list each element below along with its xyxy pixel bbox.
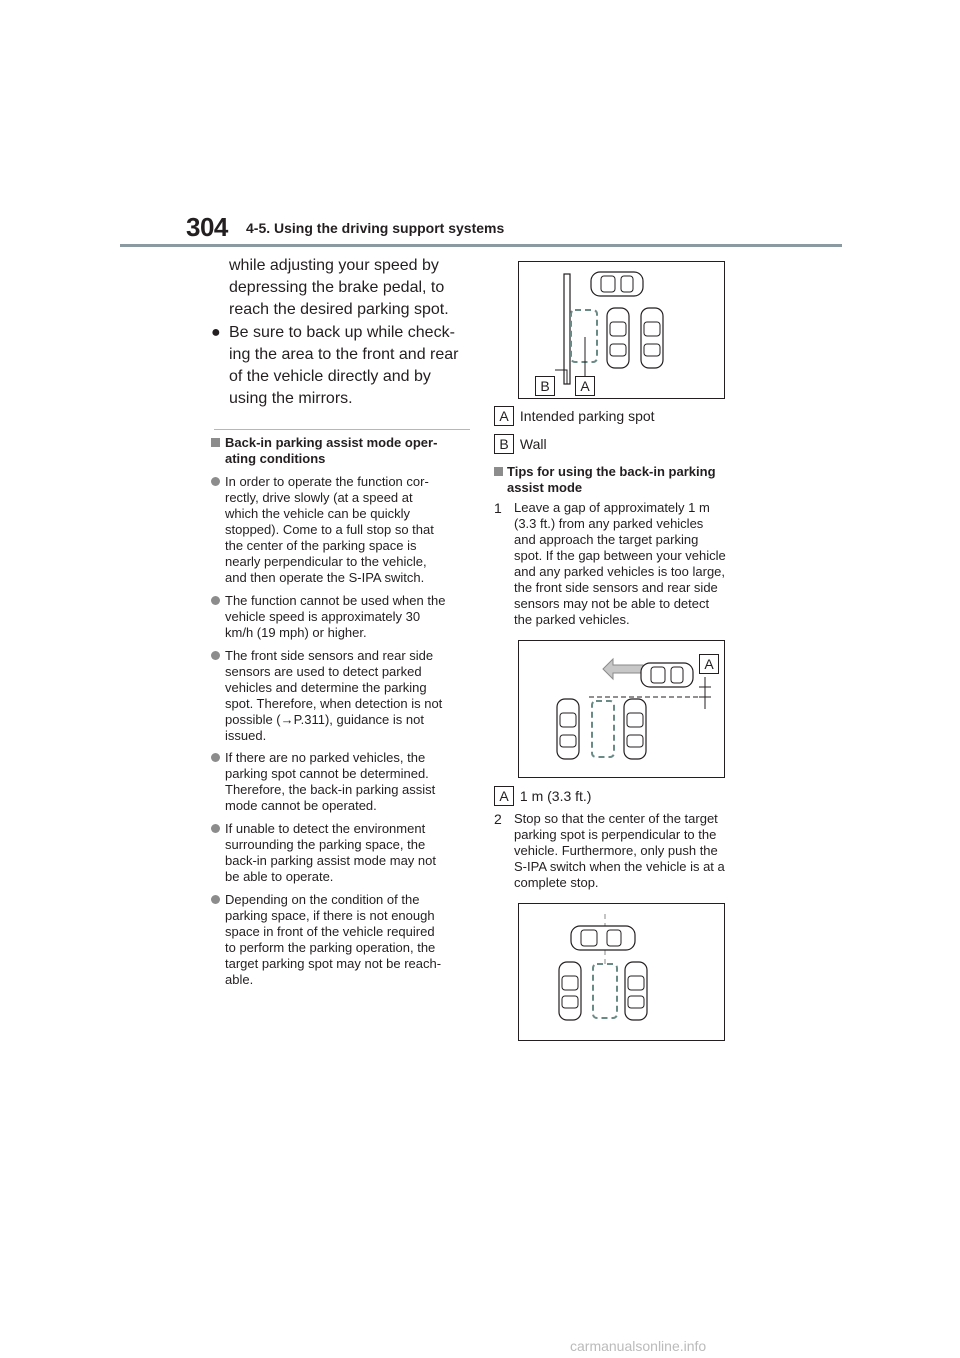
watermark: carmanualsonline.info	[570, 1338, 707, 1354]
circle-bullet-icon	[211, 651, 220, 660]
circle-bullet-icon	[211, 596, 220, 605]
intro-line: while adjusting your speed by	[229, 257, 439, 274]
step-number: 2	[494, 811, 502, 827]
car-icon	[559, 962, 581, 1020]
circle-bullet-icon	[211, 824, 220, 833]
car-icon	[641, 308, 663, 368]
figure-stop-perpendicular	[518, 903, 725, 1041]
condition-item: In order to operate the function cor- rectly, drive slowly (at a speed at which the vehicle can be quickly stopped). Come to a full stop so that the center of the parking space is nearly perpendicular to the vehicle, and then operate the S-IPA switch.	[211, 474, 471, 586]
bullet-line: of the vehicle directly and by	[229, 368, 431, 385]
section-divider	[214, 429, 470, 430]
circle-bullet-icon	[211, 477, 220, 486]
page-number: 304	[186, 212, 228, 242]
intro-line: depressing the brake pedal, to	[229, 279, 445, 296]
bullet-dot-icon: ●	[211, 324, 221, 341]
step-2: 2 Stop so that the center of the target parking spot is perpendicular to the vehicle. Furthermore, only push the S-IPA switch when the vehicle is at a complete stop.	[494, 811, 725, 890]
car-icon	[571, 926, 635, 950]
car-icon	[641, 663, 693, 687]
car-icon	[591, 272, 643, 296]
legend-item	[494, 786, 734, 806]
legend-item	[494, 434, 734, 454]
figure-gap-approach	[518, 640, 725, 778]
legend-item	[494, 406, 734, 426]
car-icon	[624, 699, 646, 759]
car-icon	[557, 699, 579, 759]
step-number: 1	[494, 500, 502, 516]
car-icon	[625, 962, 647, 1020]
legend-text: Wall	[519, 436, 547, 452]
square-bullet-icon	[211, 438, 220, 447]
figure-wall-parking	[518, 261, 725, 399]
mirror-bullet	[211, 322, 479, 410]
figure-stop-illustration	[519, 904, 724, 1040]
condition-item: If there are no parked vehicles, the parking spot cannot be determined. Therefore, the back-in parking assist mode cannot be operated.	[211, 750, 471, 814]
legend-text: 1 m (3.3 ft.)	[519, 788, 592, 804]
bullet-line: using the mirrors.	[229, 390, 353, 407]
legend-text: Intended parking spot	[519, 408, 655, 424]
conditions-heading: Back-in parking assist mode oper- ating conditions	[211, 435, 471, 467]
callout-a: A	[575, 376, 595, 396]
tips-heading: Tips for using the back-in parking assist mode	[494, 464, 754, 496]
car-icon	[607, 308, 629, 368]
callout-a: A	[494, 786, 514, 806]
step-1: 1 Leave a gap of approximately 1 m (3.3 ft.) from any parked vehicles and approach the target parking spot. If the gap between your vehicle and any parked vehicles is too large, the front side sensors and rear side sensors may not be able to detect the parked vehicles.	[494, 500, 726, 627]
condition-item: The function cannot be used when the vehicle speed is approximately 30 km/h (19 mph) or higher.	[211, 593, 471, 641]
header-rule	[120, 244, 842, 247]
condition-item: Depending on the condition of the parking space, if there is not enough space in front of the vehicle required to perform the parking operation, the target parking spot may not be reach- able.	[211, 892, 471, 988]
square-bullet-icon	[494, 467, 503, 476]
callout-a: A	[699, 654, 719, 674]
circle-bullet-icon	[211, 895, 220, 904]
bullet-line: ing the area to the front and rear	[229, 346, 459, 363]
condition-item: If unable to detect the environment surrounding the parking space, the back-in parking assist mode may not be able to operate.	[211, 821, 471, 885]
intro-paragraph	[229, 255, 479, 321]
section-title: 4-5. Using the driving support systems	[246, 220, 505, 236]
figure-gap-illustration	[519, 641, 724, 777]
callout-a: A	[494, 406, 514, 426]
callout-b: B	[494, 434, 514, 454]
callout-b: B	[535, 376, 555, 396]
circle-bullet-icon	[211, 753, 220, 762]
bullet-line: Be sure to back up while check-	[229, 324, 455, 341]
intro-line: reach the desired parking spot.	[229, 301, 449, 318]
condition-item: The front side sensors and rear side sensors are used to detect parked vehicles and determine the parking spot. Therefore, when detection is not possible (→P.311), guidance is not issued.	[211, 648, 471, 744]
